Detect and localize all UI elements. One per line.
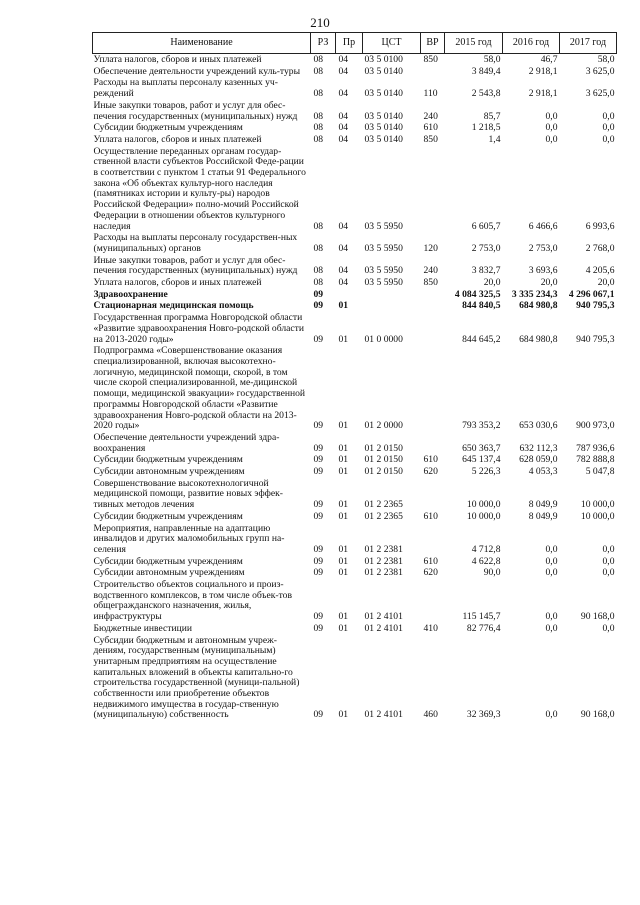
row-amount-2015: 90,0 <box>483 567 501 579</box>
row-rz: 09 <box>313 454 324 466</box>
row-name: Обеспечение деятельности учреждений куль-туры <box>93 65 301 77</box>
row-cst: 03 5 5950 <box>364 277 403 289</box>
row-rz: 09 <box>313 611 324 623</box>
row-amount-2015: 10 000,0 <box>466 510 501 522</box>
row-vr: 610 <box>423 122 438 134</box>
row-name: Субсидии бюджетным учреждениям <box>93 555 243 567</box>
row-vr <box>421 432 445 454</box>
row-amount-2017: 3 625,0 <box>585 88 615 100</box>
row-rz: 09 <box>313 466 324 478</box>
row-cst: 01 0 0000 <box>364 333 403 345</box>
row-vr <box>421 345 445 432</box>
header-rz: РЗ <box>311 33 336 54</box>
table-row <box>93 478 617 511</box>
row-vr <box>421 312 445 345</box>
table-row <box>93 623 617 635</box>
row-rz: 09 <box>313 567 324 579</box>
row-rz: 09 <box>313 300 324 312</box>
row-amount-2015: 32 369,3 <box>466 709 501 721</box>
row-amount-2017: 90 168,0 <box>580 611 615 623</box>
row-vr: 610 <box>423 510 438 522</box>
table-row <box>93 66 617 78</box>
row-amount-2017: 0,0 <box>602 543 615 555</box>
row-amount-2016: 20,0 <box>540 277 558 289</box>
row-amount-2015: 2 543,8 <box>471 88 501 100</box>
row-vr <box>421 300 445 312</box>
row-name: Иные закупки товаров, работ и услуг для обес-печения государственных (муниципальных) нужд <box>93 254 298 277</box>
row-name: Уплата налогов, сборов и иных платежей <box>93 133 262 145</box>
row-amount-2015: 645 137,4 <box>462 454 501 466</box>
row-pr: 04 <box>338 122 349 134</box>
row-pr: 01 <box>338 466 349 478</box>
table-row <box>93 454 617 466</box>
row-amount-2016: 8 049,9 <box>528 499 558 511</box>
row-rz: 08 <box>313 88 324 100</box>
row-name: Субсидии бюджетным учреждениям <box>93 510 243 522</box>
table-row <box>93 100 617 122</box>
row-amount-2017: 787 936,6 <box>576 442 615 454</box>
row-name: Обеспечение деятельности учреждений здра-воохранения <box>93 431 280 454</box>
row-pr: 04 <box>338 277 349 289</box>
row-rz: 09 <box>313 510 324 522</box>
table-row <box>93 122 617 134</box>
table-row <box>93 146 617 233</box>
row-pr: 04 <box>338 220 349 232</box>
row-vr: 610 <box>423 454 438 466</box>
row-amount-2016: 0,0 <box>545 122 558 134</box>
row-rz: 09 <box>313 420 324 432</box>
budget-table <box>92 32 617 721</box>
row-amount-2016: 3 335 234,3 <box>511 288 558 300</box>
row-rz: 08 <box>313 110 324 122</box>
row-amount-2016: 0,0 <box>545 622 558 634</box>
row-pr: 01 <box>338 499 349 511</box>
row-rz: 09 <box>313 288 324 300</box>
row-amount-2015: 82 776,4 <box>466 622 501 634</box>
row-name: Субсидии автономным учреждениям <box>93 567 245 579</box>
table-row <box>93 345 617 432</box>
row-name: Бюджетные инвестиции <box>93 622 192 634</box>
row-pr: 04 <box>338 133 349 145</box>
row-pr: 01 <box>338 333 349 345</box>
row-name: Иные закупки товаров, работ и услуг для обес-печения государственных (муниципальных) нужд <box>93 99 298 122</box>
row-amount-2015: 650 363,7 <box>462 442 501 454</box>
row-amount-2017: 0,0 <box>602 110 615 122</box>
row-rz: 09 <box>313 543 324 555</box>
table-row <box>93 255 617 277</box>
row-amount-2015: 4 084 325,5 <box>454 288 501 300</box>
row-cst <box>363 289 421 301</box>
row-cst: 01 2 0150 <box>364 442 403 454</box>
row-amount-2017: 10 000,0 <box>580 510 615 522</box>
row-amount-2015: 5 226,3 <box>471 466 501 478</box>
table-row <box>93 232 617 254</box>
row-rz: 08 <box>313 277 324 289</box>
row-cst: 01 2 0000 <box>364 420 403 432</box>
row-rz: 08 <box>313 122 324 134</box>
row-pr: 01 <box>338 454 349 466</box>
row-vr: 850 <box>423 133 438 145</box>
row-name: Субсидии автономным учреждениям <box>93 466 245 478</box>
row-amount-2016: 0,0 <box>545 110 558 122</box>
row-pr: 04 <box>338 242 349 254</box>
row-pr: 04 <box>338 265 349 277</box>
row-vr: 110 <box>423 88 438 100</box>
row-name: Субсидии бюджетным и автономным учреж-дениям, государственным (муниципальным) унитарным предприятиям на осуществление капитальных вложений в объекты капитально-го строительства государственной (муници-пальной) собственности или приобретение объектов недвижимого имущества в государ-ственную (муниципальную) собственность <box>93 634 300 721</box>
header-2017: 2017 год <box>560 33 617 54</box>
table-row <box>93 556 617 568</box>
row-amount-2017: 940 795,3 <box>576 300 615 312</box>
table-row <box>93 54 617 66</box>
row-amount-2015: 58,0 <box>483 54 501 65</box>
row-cst: 01 2 0150 <box>364 454 403 466</box>
row-pr: 04 <box>338 65 349 77</box>
row-cst: 03 5 5950 <box>364 242 403 254</box>
row-amount-2015: 85,7 <box>483 110 501 122</box>
table-header <box>93 33 617 54</box>
row-name: Осуществление переданных органам государ-ственной власти субъектов Российской Феде-рации в соответствии с пунктом 1 статьи 91 Федерального закона «Об объектах культур-ного наследия (памятниках истории и культу-ры) народов Российской Федерации» полно-мочий Российской Федерации в отношении объектов культурного наследия <box>93 145 306 232</box>
row-amount-2015: 844 645,2 <box>462 333 501 345</box>
row-amount-2017: 6 993,6 <box>585 220 615 232</box>
row-rz: 08 <box>313 220 324 232</box>
table-row <box>93 432 617 454</box>
row-rz: 09 <box>313 499 324 511</box>
row-amount-2015: 4 712,8 <box>471 543 501 555</box>
header-name: Наименование <box>93 33 311 54</box>
table-row <box>93 511 617 523</box>
row-cst: 01 2 2381 <box>364 555 403 567</box>
row-vr: 850 <box>423 277 438 289</box>
row-vr: 850 <box>423 54 438 65</box>
row-amount-2015: 1,4 <box>488 133 501 145</box>
row-name: Расходы на выплаты персоналу государствен-ных (муниципальных) органов <box>93 232 298 254</box>
table-row <box>93 277 617 289</box>
row-amount-2016: 0,0 <box>545 543 558 555</box>
row-name: Строительство объектов социального и произ-водственного комплексов, в том числе объек-тов общегражданского назначения, жилья, инфраструктуры <box>93 579 292 623</box>
row-vr: 460 <box>423 709 438 721</box>
row-amount-2016: 0,0 <box>545 555 558 567</box>
row-amount-2016: 0,0 <box>545 611 558 623</box>
row-amount-2017: 2 768,0 <box>585 242 615 254</box>
header-2015: 2015 год <box>445 33 503 54</box>
row-amount-2016: 6 466,6 <box>528 220 558 232</box>
row-rz: 08 <box>313 242 324 254</box>
row-cst: 01 2 2381 <box>364 567 403 579</box>
row-name: Здравоохранение <box>93 288 168 300</box>
row-amount-2017: 940 795,3 <box>576 333 615 345</box>
row-name: Расходы на выплаты персоналу казенных уч-реждений <box>93 77 278 100</box>
row-rz: 09 <box>313 709 324 721</box>
row-name: Совершенствование высокотехнологичной медицинской помощи, развитие новых эффек-тивных методов лечения <box>93 477 283 511</box>
row-cst: 03 5 0140 <box>364 65 403 77</box>
row-amount-2017: 4 205,6 <box>585 265 615 277</box>
row-name: Уплата налогов, сборов и иных платежей <box>93 277 262 289</box>
row-amount-2016: 684 980,8 <box>519 300 558 312</box>
row-rz: 09 <box>313 622 324 634</box>
row-amount-2017: 0,0 <box>602 567 615 579</box>
row-amount-2016: 0,0 <box>545 709 558 721</box>
row-amount-2015: 2 753,0 <box>471 242 501 254</box>
row-vr <box>421 66 445 78</box>
row-pr: 01 <box>338 555 349 567</box>
row-name: Мероприятия, направленные на адаптацию инвалидов и других маломобильных групп на-селения <box>93 522 285 555</box>
table-row <box>93 523 617 556</box>
row-amount-2017: 0,0 <box>602 133 615 145</box>
header-vr: ВР <box>421 33 445 54</box>
row-vr: 120 <box>423 242 438 254</box>
row-vr <box>421 523 445 556</box>
row-pr: 01 <box>338 611 349 623</box>
table-row <box>93 77 617 99</box>
row-cst: 01 2 0150 <box>364 466 403 478</box>
row-rz: 08 <box>313 54 324 65</box>
row-rz: 08 <box>313 65 324 77</box>
row-cst: 03 5 0100 <box>364 54 403 65</box>
row-amount-2015: 3 849,4 <box>471 65 501 77</box>
row-amount-2016: 2 918,1 <box>528 88 558 100</box>
row-amount-2016: 46,7 <box>540 54 558 65</box>
row-cst: 01 2 4101 <box>364 709 403 721</box>
header-cst: ЦСТ <box>363 33 421 54</box>
row-amount-2015: 6 605,7 <box>471 220 501 232</box>
row-name: Субсидии бюджетным учреждениям <box>93 454 243 466</box>
row-pr: 01 <box>338 420 349 432</box>
row-amount-2015: 844 840,5 <box>462 300 501 312</box>
table-row <box>93 300 617 312</box>
row-amount-2016: 632 112,3 <box>519 442 558 454</box>
row-amount-2016: 0,0 <box>545 133 558 145</box>
row-amount-2017: 0,0 <box>602 122 615 134</box>
row-vr: 620 <box>423 466 438 478</box>
row-amount-2017: 782 888,8 <box>576 454 615 466</box>
row-rz: 09 <box>313 333 324 345</box>
row-amount-2017: 10 000,0 <box>580 499 615 511</box>
row-amount-2016: 8 049,9 <box>528 510 558 522</box>
row-pr: 01 <box>338 543 349 555</box>
row-cst: 03 5 0140 <box>364 122 403 134</box>
row-cst: 03 5 0140 <box>364 88 403 100</box>
row-amount-2017: 3 625,0 <box>585 65 615 77</box>
row-cst: 01 2 2365 <box>364 510 403 522</box>
row-rz: 09 <box>313 442 324 454</box>
header-pr: Пр <box>336 33 363 54</box>
row-amount-2016: 628 059,0 <box>519 454 558 466</box>
row-pr: 01 <box>338 442 349 454</box>
row-pr: 04 <box>338 110 349 122</box>
row-pr: 01 <box>338 622 349 634</box>
row-amount-2017: 20,0 <box>597 277 615 289</box>
row-pr: 01 <box>338 510 349 522</box>
row-rz: 08 <box>313 133 324 145</box>
row-amount-2015: 3 832,7 <box>471 265 501 277</box>
row-amount-2015: 1 218,5 <box>471 122 501 134</box>
row-amount-2017: 90 168,0 <box>580 709 615 721</box>
table-body <box>93 54 617 722</box>
row-amount-2015: 10 000,0 <box>466 499 501 511</box>
row-cst: 03 5 0140 <box>364 133 403 145</box>
row-pr: 01 <box>338 300 349 312</box>
row-amount-2017: 0,0 <box>602 555 615 567</box>
row-amount-2016: 653 030,6 <box>519 420 558 432</box>
row-vr <box>421 478 445 511</box>
row-amount-2016: 0,0 <box>545 567 558 579</box>
row-rz: 08 <box>313 265 324 277</box>
row-amount-2017: 58,0 <box>597 54 615 65</box>
row-amount-2015: 115 145,7 <box>462 611 501 623</box>
table-row <box>93 579 617 623</box>
row-cst <box>363 300 421 312</box>
row-vr: 240 <box>423 265 438 277</box>
row-amount-2015: 4 622,8 <box>471 555 501 567</box>
row-cst: 03 5 5950 <box>364 265 403 277</box>
row-amount-2017: 5 047,8 <box>585 466 615 478</box>
row-vr: 410 <box>423 622 438 634</box>
row-name: Подпрограмма «Совершенствование оказания специализированной, включая высокотехно-логичную, медицинской помощи, скорой, в том числе скорой специализированной, ме-дицинской помощи, медицинской эвакуации» государственной программы Новгородской области «Развитие здравоохранения Новго-родской области на 2013-2020 годы» <box>93 345 306 432</box>
row-amount-2015: 20,0 <box>483 277 501 289</box>
row-cst: 01 2 4101 <box>364 611 403 623</box>
row-vr <box>421 146 445 233</box>
row-amount-2015: 793 353,2 <box>462 420 501 432</box>
row-pr <box>336 289 363 301</box>
row-cst: 01 2 2381 <box>364 543 403 555</box>
table-row <box>93 312 617 345</box>
row-amount-2016: 3 693,6 <box>528 265 558 277</box>
row-name: Субсидии бюджетным учреждениям <box>93 122 243 134</box>
row-amount-2017: 900 973,0 <box>576 420 615 432</box>
row-amount-2017: 0,0 <box>602 622 615 634</box>
row-pr: 04 <box>338 88 349 100</box>
row-vr: 240 <box>423 110 438 122</box>
table-row <box>93 635 617 722</box>
row-name: Стационарная медицинская помощь <box>93 300 254 312</box>
table-row <box>93 466 617 478</box>
row-pr: 04 <box>338 54 349 65</box>
row-cst: 01 2 2365 <box>364 499 403 511</box>
row-cst: 03 5 0140 <box>364 110 403 122</box>
row-amount-2017: 4 296 067,1 <box>568 288 615 300</box>
row-pr: 01 <box>338 709 349 721</box>
row-vr: 620 <box>423 567 438 579</box>
row-amount-2016: 4 053,3 <box>528 466 558 478</box>
table-row <box>93 567 617 579</box>
row-cst: 01 2 4101 <box>364 622 403 634</box>
row-amount-2016: 2 918,1 <box>528 65 558 77</box>
row-name: Государственная программа Новгородской области «Развитие здравоохранения Новго-родской области на 2013-2020 годы» <box>93 312 304 345</box>
row-amount-2016: 684 980,8 <box>519 333 558 345</box>
table-row <box>93 289 617 301</box>
row-amount-2016: 2 753,0 <box>528 242 558 254</box>
row-vr <box>421 289 445 301</box>
row-cst: 03 5 5950 <box>364 220 403 232</box>
row-vr <box>421 579 445 623</box>
row-vr: 610 <box>423 555 438 567</box>
header-2016: 2016 год <box>503 33 560 54</box>
row-rz: 09 <box>313 555 324 567</box>
table-row <box>93 134 617 146</box>
row-name: Уплата налогов, сборов и иных платежей <box>93 54 262 65</box>
row-pr: 01 <box>338 567 349 579</box>
page-number: 210 <box>310 15 330 30</box>
